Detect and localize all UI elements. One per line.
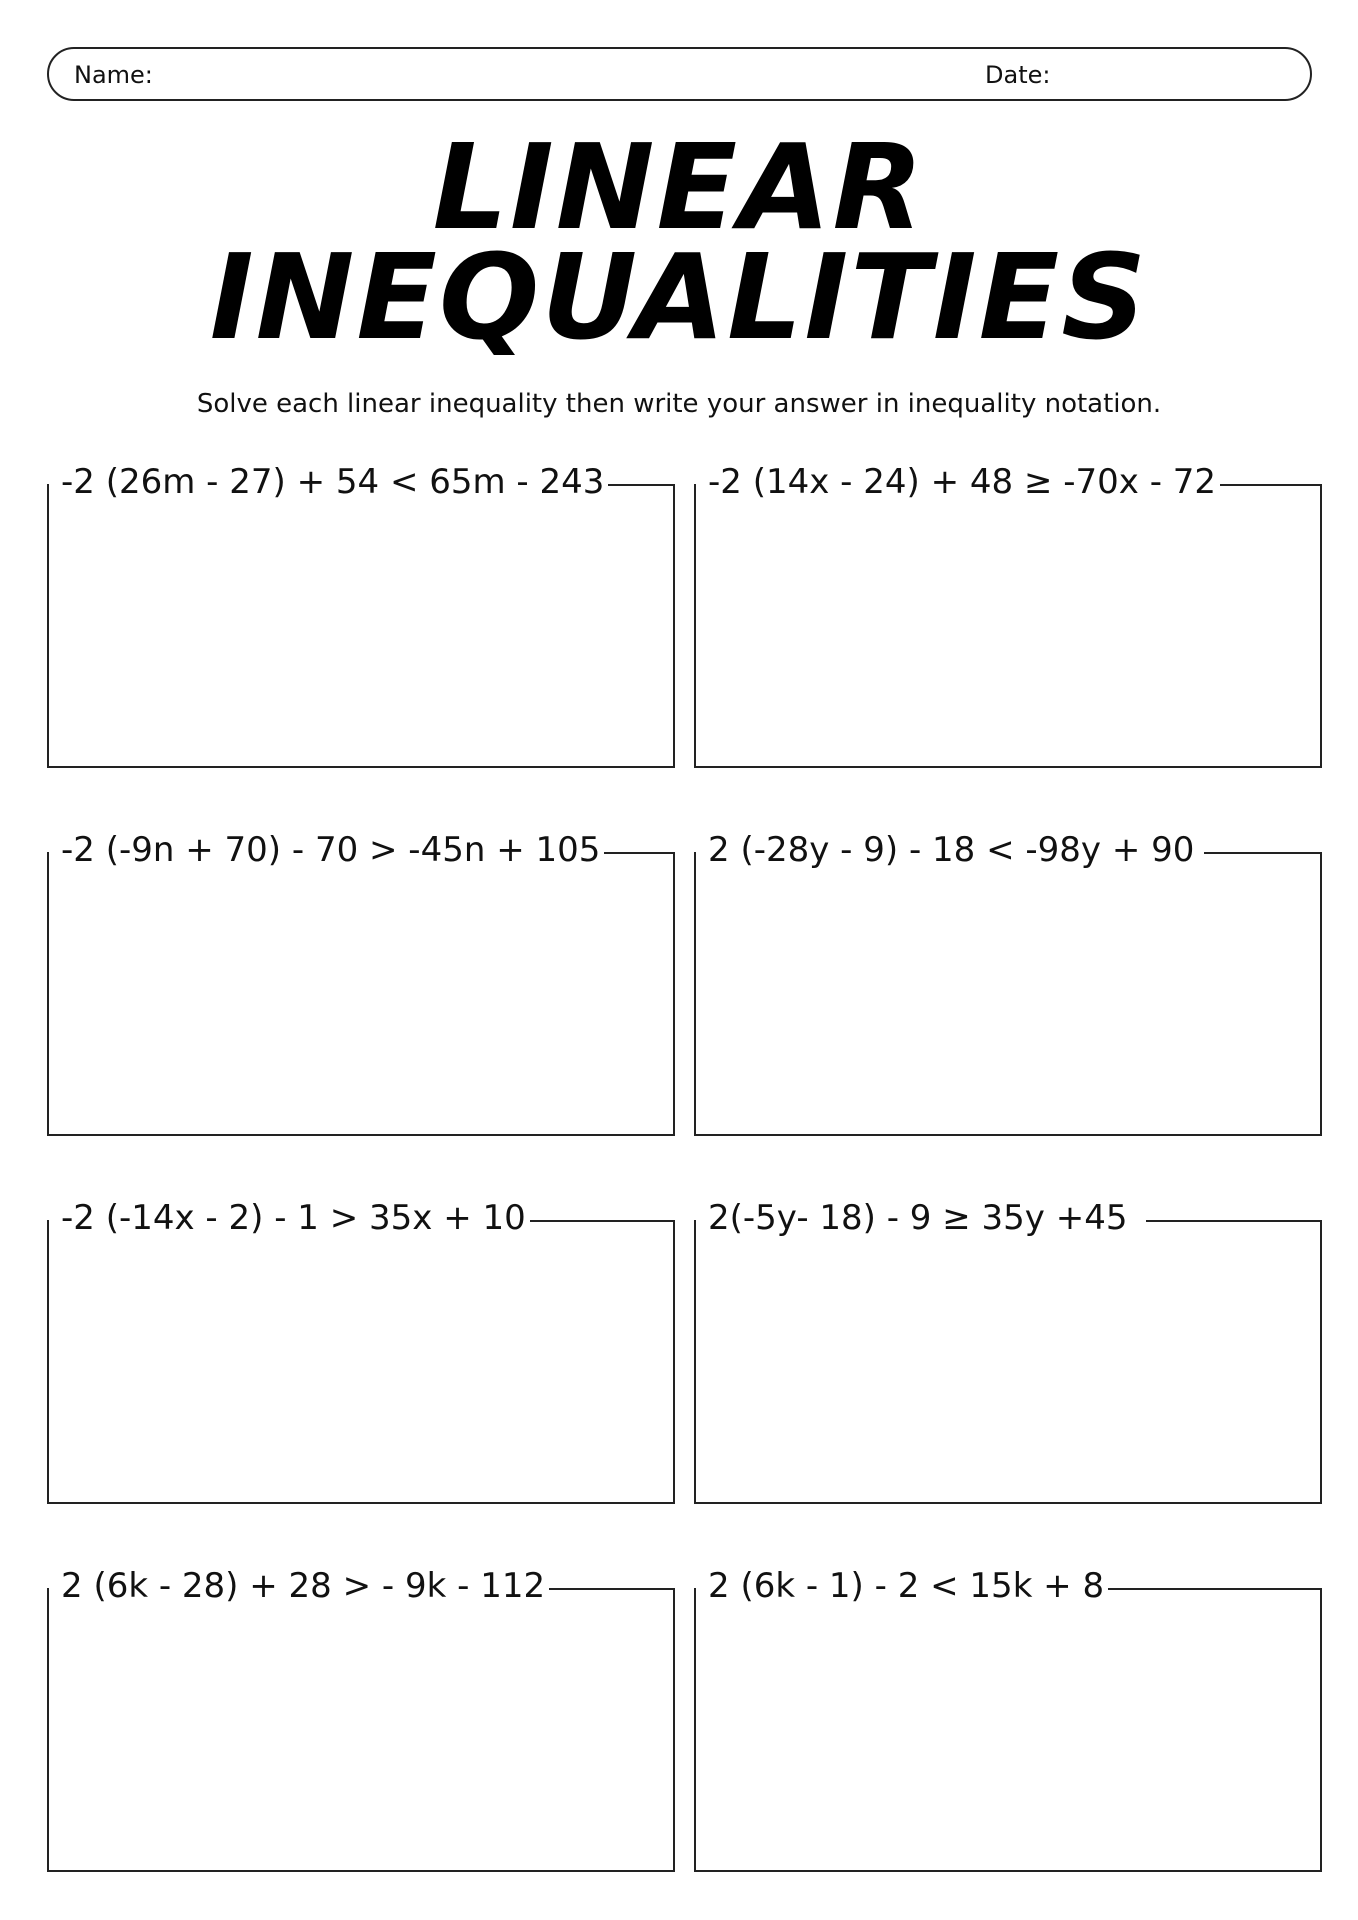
name-date-bar <box>47 47 1312 101</box>
problem-3-equation: -2 (-9n + 70) - 70 > -45n + 105 <box>61 830 604 870</box>
answer-box-8[interactable] <box>694 1588 1322 1872</box>
answer-box-3[interactable] <box>47 852 675 1136</box>
problem-7 <box>47 1552 675 1882</box>
problem-1-equation: -2 (26m - 27) + 54 < 65m - 243 <box>61 462 608 502</box>
problem-4 <box>694 816 1322 1146</box>
page-title-line-1: LINEAR <box>432 118 926 256</box>
answer-box-7[interactable] <box>47 1588 675 1872</box>
answer-box-1[interactable] <box>47 484 675 768</box>
problem-5-equation: -2 (-14x - 2) - 1 > 35x + 10 <box>61 1198 530 1238</box>
answer-box-6[interactable] <box>694 1220 1322 1504</box>
problem-6-equation: 2(-5y- 18) - 9 ≥ 35y +45 <box>708 1198 1132 1238</box>
page-title-line-2: INEQUALITIES <box>209 228 1149 366</box>
name-label: Name: <box>74 61 153 89</box>
instructions: Solve each linear inequality then write your answer in inequality notation. <box>196 389 1162 419</box>
problem-1 <box>47 448 675 778</box>
problem-6 <box>694 1184 1322 1514</box>
problem-8 <box>694 1552 1322 1882</box>
problem-5 <box>47 1184 675 1514</box>
answer-box-2[interactable] <box>694 484 1322 768</box>
problem-2 <box>694 448 1322 778</box>
date-label: Date: <box>985 61 1051 89</box>
problem-7-equation: 2 (6k - 28) + 28 > - 9k - 112 <box>61 1566 549 1606</box>
problem-3 <box>47 816 675 1146</box>
answer-box-4[interactable] <box>694 852 1322 1136</box>
problem-4-equation: 2 (-28y - 9) - 18 < -98y + 90 <box>708 830 1198 870</box>
problem-2-equation: -2 (14x - 24) + 48 ≥ -70x - 72 <box>708 462 1220 502</box>
problem-8-equation: 2 (6k - 1) - 2 < 15k + 8 <box>708 1566 1108 1606</box>
answer-box-5[interactable] <box>47 1220 675 1504</box>
